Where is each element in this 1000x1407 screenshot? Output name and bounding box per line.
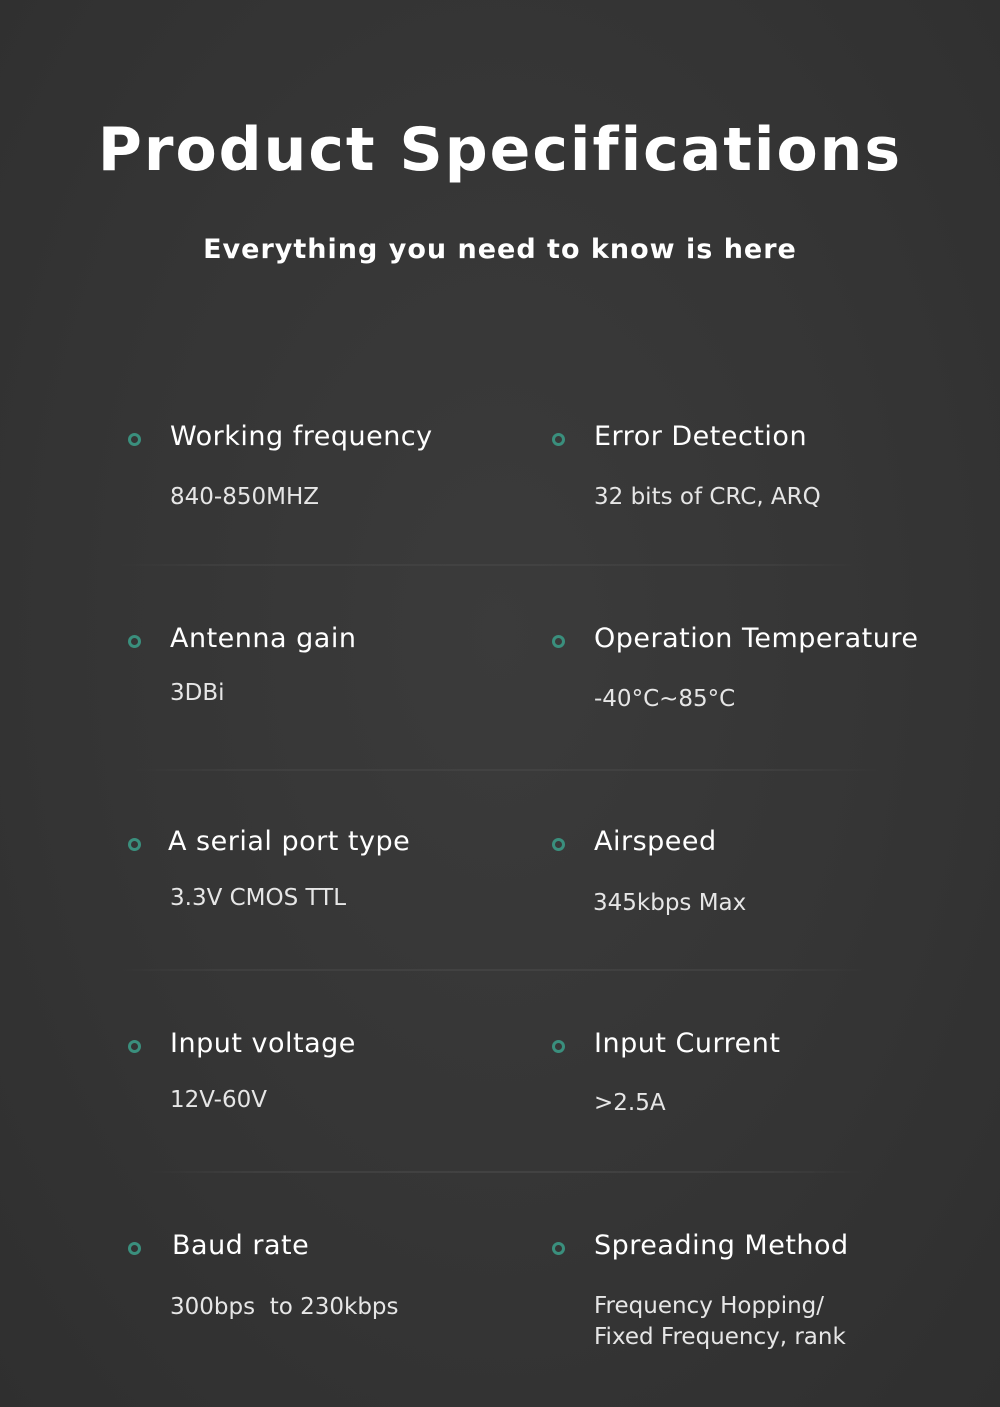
divider bbox=[120, 969, 865, 971]
spec-value: >2.5A bbox=[594, 1090, 666, 1116]
bullet-icon bbox=[552, 838, 565, 851]
bullet-icon bbox=[552, 433, 565, 446]
spec-label: A serial port type bbox=[168, 826, 411, 857]
bullet-icon bbox=[128, 1040, 141, 1053]
spec-value: 300bps to 230kbps bbox=[170, 1294, 399, 1320]
spec-value: 3DBi bbox=[170, 680, 225, 706]
spec-value: 3.3V CMOS TTL bbox=[170, 885, 347, 911]
spec-label: Baud rate bbox=[172, 1230, 310, 1261]
bullet-icon bbox=[128, 838, 141, 851]
bullet-icon bbox=[128, 1242, 141, 1255]
spec-label: Operation Temperature bbox=[594, 623, 919, 654]
spec-label: Input voltage bbox=[170, 1028, 356, 1059]
divider bbox=[135, 769, 880, 771]
spec-value: 12V-60V bbox=[170, 1087, 267, 1113]
spec-label: Antenna gain bbox=[170, 623, 357, 654]
spec-label: Spreading Method bbox=[594, 1230, 849, 1261]
spec-value: 840-850MHZ bbox=[170, 484, 319, 510]
spec-label: Working frequency bbox=[170, 421, 433, 452]
spec-label: Airspeed bbox=[594, 826, 717, 857]
bullet-icon bbox=[128, 433, 141, 446]
spec-value-line-2: Fixed Frequency, rank bbox=[594, 1324, 846, 1350]
spec-label: Error Detection bbox=[594, 421, 808, 452]
page-title: Product Specifications bbox=[97, 115, 903, 185]
bullet-icon bbox=[552, 635, 565, 648]
page-subtitle: Everything you need to know is here bbox=[203, 234, 797, 265]
bullet-icon bbox=[128, 635, 141, 648]
bullet-icon bbox=[552, 1242, 565, 1255]
spec-value: -40°C~85°C bbox=[594, 686, 736, 712]
spec-value-line-1: Frequency Hopping/ bbox=[594, 1293, 825, 1319]
spec-value: 345kbps Max bbox=[593, 890, 747, 916]
spec-value: 32 bits of CRC, ARQ bbox=[594, 484, 821, 510]
divider bbox=[120, 564, 865, 566]
spec-label: Input Current bbox=[594, 1028, 781, 1059]
bullet-icon bbox=[552, 1040, 565, 1053]
divider bbox=[150, 1171, 865, 1173]
